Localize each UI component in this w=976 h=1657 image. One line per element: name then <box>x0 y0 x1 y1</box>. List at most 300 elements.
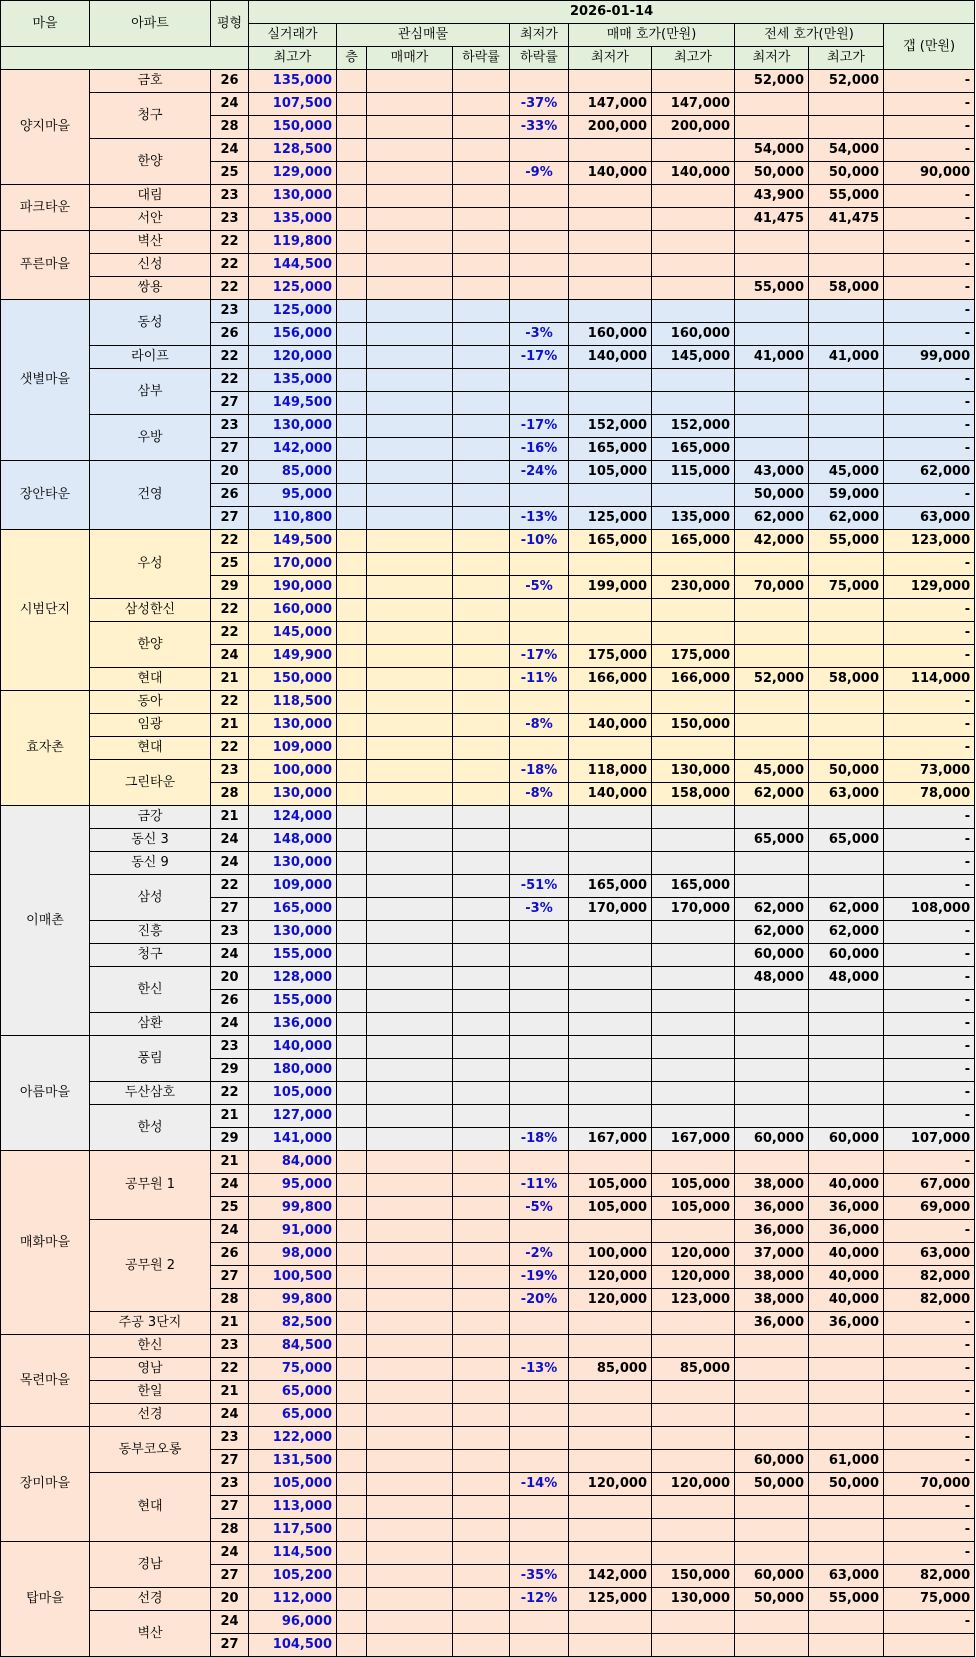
floor-cell <box>337 1358 367 1381</box>
village-name: 푸른마을 <box>1 231 90 300</box>
apartment-name: 한신 <box>90 1335 211 1358</box>
size-cell: 23 <box>211 1335 249 1358</box>
gap-cell: - <box>884 622 975 645</box>
size-cell: 20 <box>211 1588 249 1611</box>
jeonse-high-cell <box>809 1036 884 1059</box>
actual-price-cell: 95,000 <box>249 1174 337 1197</box>
sale-low-cell <box>569 70 652 93</box>
jeonse-high-cell <box>809 714 884 737</box>
interest-drop-cell <box>453 1082 510 1105</box>
size-cell: 21 <box>211 1105 249 1128</box>
interest-price-cell <box>367 829 453 852</box>
size-cell: 23 <box>211 1036 249 1059</box>
actual-price-cell: 160,000 <box>249 599 337 622</box>
table-row <box>1 70 975 93</box>
lowest-drop-cell: -14% <box>510 1473 569 1496</box>
lowest-drop-cell: -13% <box>510 1358 569 1381</box>
floor-cell <box>337 1151 367 1174</box>
table-row <box>1 875 975 898</box>
gap-cell: - <box>884 1082 975 1105</box>
sale-high-cell: 120,000 <box>652 1266 735 1289</box>
sale-low-cell: 165,000 <box>569 875 652 898</box>
floor-cell <box>337 208 367 231</box>
floor-cell <box>337 1335 367 1358</box>
actual-price-cell: 98,000 <box>249 1243 337 1266</box>
actual-price-cell: 141,000 <box>249 1128 337 1151</box>
gap-cell: 129,000 <box>884 576 975 599</box>
jeonse-low-cell: 36,000 <box>735 1312 809 1335</box>
floor-cell <box>337 392 367 415</box>
table-row <box>1 254 975 277</box>
size-cell: 27 <box>211 507 249 530</box>
gap-cell: 63,000 <box>884 1243 975 1266</box>
interest-drop-cell <box>453 1473 510 1496</box>
interest-drop-cell <box>453 254 510 277</box>
size-cell: 22 <box>211 691 249 714</box>
jeonse-low-cell: 52,000 <box>735 668 809 691</box>
apartment-name: 주공 3단지 <box>90 1312 211 1335</box>
actual-price-cell: 122,000 <box>249 1427 337 1450</box>
actual-price-cell: 85,000 <box>249 461 337 484</box>
jeonse-low-cell <box>735 691 809 714</box>
jeonse-high-cell: 61,000 <box>809 1450 884 1473</box>
village-name: 장미마을 <box>1 1427 90 1542</box>
size-cell: 21 <box>211 1151 249 1174</box>
floor-cell <box>337 967 367 990</box>
sale-high-cell <box>652 1611 735 1634</box>
interest-drop-cell <box>453 1358 510 1381</box>
size-cell: 26 <box>211 1243 249 1266</box>
table-row <box>1 1013 975 1036</box>
size-cell: 23 <box>211 760 249 783</box>
size-cell: 27 <box>211 1634 249 1657</box>
jeonse-low-cell: 41,000 <box>735 346 809 369</box>
size-cell: 24 <box>211 1174 249 1197</box>
actual-price-cell: 155,000 <box>249 944 337 967</box>
sale-low-cell: 152,000 <box>569 415 652 438</box>
jeonse-low-cell <box>735 806 809 829</box>
sale-low-cell: 100,000 <box>569 1243 652 1266</box>
sale-high-cell <box>652 829 735 852</box>
sale-high-cell <box>652 1220 735 1243</box>
gap-cell: - <box>884 392 975 415</box>
interest-drop-cell <box>453 990 510 1013</box>
sale-high-cell <box>652 599 735 622</box>
sale-low-cell <box>569 231 652 254</box>
jeonse-low-cell: 70,000 <box>735 576 809 599</box>
apartment-name: 쌍용 <box>90 277 211 300</box>
actual-price-cell: 148,000 <box>249 829 337 852</box>
jeonse-low-cell: 50,000 <box>735 484 809 507</box>
jeonse-high-cell <box>809 1013 884 1036</box>
sale-high-cell <box>652 300 735 323</box>
sale-high-cell <box>652 1427 735 1450</box>
jeonse-high-cell: 65,000 <box>809 829 884 852</box>
interest-price-cell <box>367 1036 453 1059</box>
gap-cell: 78,000 <box>884 783 975 806</box>
interest-price-cell <box>367 346 453 369</box>
interest-drop-cell <box>453 461 510 484</box>
gap-cell: 62,000 <box>884 461 975 484</box>
header-gap: 갭 (만원) <box>884 24 975 70</box>
sale-low-cell <box>569 208 652 231</box>
actual-price-cell: 135,000 <box>249 208 337 231</box>
actual-price-cell: 105,200 <box>249 1565 337 1588</box>
interest-drop-cell <box>453 208 510 231</box>
gap-cell: 82,000 <box>884 1289 975 1312</box>
interest-drop-cell <box>453 139 510 162</box>
sale-high-cell: 105,000 <box>652 1197 735 1220</box>
jeonse-low-cell <box>735 323 809 346</box>
jeonse-low-cell <box>735 1542 809 1565</box>
size-cell: 22 <box>211 231 249 254</box>
apartment-name: 선경 <box>90 1404 211 1427</box>
sale-low-cell: 175,000 <box>569 645 652 668</box>
gap-cell: - <box>884 1542 975 1565</box>
jeonse-high-cell <box>809 645 884 668</box>
jeonse-low-cell: 43,900 <box>735 185 809 208</box>
table-row <box>1 1358 975 1381</box>
actual-price-cell: 84,000 <box>249 1151 337 1174</box>
actual-price-cell: 82,500 <box>249 1312 337 1335</box>
floor-cell <box>337 1105 367 1128</box>
jeonse-high-cell <box>809 1542 884 1565</box>
table-header <box>1 1 975 70</box>
lowest-drop-cell: -13% <box>510 507 569 530</box>
lowest-drop-cell <box>510 254 569 277</box>
jeonse-high-cell <box>809 1427 884 1450</box>
gap-cell: - <box>884 806 975 829</box>
size-cell: 23 <box>211 1427 249 1450</box>
table-row <box>1 208 975 231</box>
gap-cell: 63,000 <box>884 507 975 530</box>
interest-price-cell <box>367 645 453 668</box>
interest-price-cell <box>367 1220 453 1243</box>
table-row <box>1 231 975 254</box>
sale-high-cell <box>652 1013 735 1036</box>
floor-cell <box>337 668 367 691</box>
interest-drop-cell <box>453 1542 510 1565</box>
interest-drop-cell <box>453 1381 510 1404</box>
table-row <box>1 461 975 484</box>
sale-low-cell <box>569 829 652 852</box>
actual-price-cell: 124,000 <box>249 806 337 829</box>
sale-high-cell: 166,000 <box>652 668 735 691</box>
jeonse-high-cell: 41,000 <box>809 346 884 369</box>
gap-cell: - <box>884 875 975 898</box>
lowest-drop-cell <box>510 1450 569 1473</box>
floor-cell <box>337 162 367 185</box>
gap-cell: - <box>884 116 975 139</box>
sale-high-cell: 105,000 <box>652 1174 735 1197</box>
floor-cell <box>337 944 367 967</box>
apartment-name: 청구 <box>90 93 211 139</box>
sale-low-cell: 120,000 <box>569 1289 652 1312</box>
interest-price-cell <box>367 139 453 162</box>
interest-price-cell <box>367 1358 453 1381</box>
gap-cell: - <box>884 1427 975 1450</box>
jeonse-high-cell <box>809 1634 884 1657</box>
sale-low-cell <box>569 254 652 277</box>
gap-cell: - <box>884 1358 975 1381</box>
jeonse-low-cell: 50,000 <box>735 1588 809 1611</box>
apartment-name: 영남 <box>90 1358 211 1381</box>
sale-high-cell <box>652 1634 735 1657</box>
gap-cell: - <box>884 185 975 208</box>
jeonse-low-cell <box>735 300 809 323</box>
size-cell: 27 <box>211 392 249 415</box>
actual-price-cell: 149,900 <box>249 645 337 668</box>
interest-price-cell <box>367 967 453 990</box>
interest-drop-cell <box>453 921 510 944</box>
floor-cell <box>337 116 367 139</box>
interest-drop-cell <box>453 783 510 806</box>
gap-cell: 90,000 <box>884 162 975 185</box>
lowest-drop-cell: -3% <box>510 323 569 346</box>
interest-price-cell <box>367 484 453 507</box>
sale-low-cell: 120,000 <box>569 1473 652 1496</box>
actual-price-cell: 114,500 <box>249 1542 337 1565</box>
lowest-drop-cell: -37% <box>510 93 569 116</box>
apartment-name: 현대 <box>90 668 211 691</box>
sale-high-cell: 150,000 <box>652 1565 735 1588</box>
interest-drop-cell <box>453 967 510 990</box>
apartment-name: 동신 9 <box>90 852 211 875</box>
floor-cell <box>337 990 367 1013</box>
apartment-name: 청구 <box>90 944 211 967</box>
gap-cell: - <box>884 1519 975 1542</box>
apartment-name: 건영 <box>90 461 211 530</box>
floor-cell <box>337 1473 367 1496</box>
size-cell: 29 <box>211 1128 249 1151</box>
jeonse-low-cell: 55,000 <box>735 277 809 300</box>
size-cell: 22 <box>211 277 249 300</box>
actual-price-cell: 150,000 <box>249 668 337 691</box>
gap-cell: - <box>884 1105 975 1128</box>
jeonse-high-cell <box>809 93 884 116</box>
size-cell: 21 <box>211 714 249 737</box>
lowest-drop-cell <box>510 1496 569 1519</box>
interest-drop-cell <box>453 1151 510 1174</box>
jeonse-low-cell <box>735 116 809 139</box>
interest-drop-cell <box>453 1105 510 1128</box>
sale-high-cell <box>652 990 735 1013</box>
jeonse-high-cell <box>809 806 884 829</box>
jeonse-low-cell <box>735 392 809 415</box>
size-cell: 26 <box>211 484 249 507</box>
table-row <box>1 1151 975 1174</box>
sale-low-cell <box>569 737 652 760</box>
sale-high-cell <box>652 1496 735 1519</box>
apartment-name: 경남 <box>90 1542 211 1588</box>
jeonse-low-cell: 60,000 <box>735 1450 809 1473</box>
floor-cell <box>337 185 367 208</box>
gap-cell: 75,000 <box>884 1588 975 1611</box>
gap-cell: - <box>884 599 975 622</box>
lowest-drop-cell <box>510 737 569 760</box>
table-row <box>1 1082 975 1105</box>
floor-cell <box>337 1588 367 1611</box>
sale-high-cell: 165,000 <box>652 530 735 553</box>
sale-low-cell <box>569 1013 652 1036</box>
gap-cell: - <box>884 1013 975 1036</box>
header-sale-ask: 매매 호가(만원) <box>569 24 735 47</box>
apartment-name: 동성 <box>90 300 211 346</box>
gap-cell: - <box>884 1496 975 1519</box>
interest-price-cell <box>367 231 453 254</box>
actual-price-cell: 165,000 <box>249 898 337 921</box>
actual-price-cell: 145,000 <box>249 622 337 645</box>
lowest-drop-cell <box>510 300 569 323</box>
interest-price-cell <box>367 576 453 599</box>
header-date: 2026-01-14 <box>249 1 975 24</box>
table-row <box>1 1427 975 1450</box>
floor-cell <box>337 898 367 921</box>
lowest-drop-cell: -9% <box>510 162 569 185</box>
lowest-drop-cell <box>510 1059 569 1082</box>
jeonse-low-cell <box>735 1059 809 1082</box>
sale-high-cell: 167,000 <box>652 1128 735 1151</box>
size-cell: 27 <box>211 438 249 461</box>
interest-drop-cell <box>453 576 510 599</box>
floor-cell <box>337 461 367 484</box>
interest-drop-cell <box>453 323 510 346</box>
size-cell: 24 <box>211 645 249 668</box>
gap-cell: - <box>884 231 975 254</box>
interest-price-cell <box>367 185 453 208</box>
actual-price-cell: 144,500 <box>249 254 337 277</box>
interest-drop-cell <box>453 1427 510 1450</box>
apartment-name: 공무원 1 <box>90 1151 211 1220</box>
interest-drop-cell <box>453 300 510 323</box>
apartment-name: 한양 <box>90 139 211 185</box>
size-cell: 22 <box>211 599 249 622</box>
size-cell: 24 <box>211 1611 249 1634</box>
sale-low-cell <box>569 1427 652 1450</box>
village-name: 양지마을 <box>1 70 90 185</box>
sale-high-cell <box>652 944 735 967</box>
jeonse-low-cell <box>735 553 809 576</box>
interest-price-cell <box>367 1059 453 1082</box>
sale-high-cell <box>652 254 735 277</box>
actual-price-cell: 156,000 <box>249 323 337 346</box>
jeonse-low-cell: 38,000 <box>735 1266 809 1289</box>
village-name: 매화마을 <box>1 1151 90 1335</box>
jeonse-high-cell: 62,000 <box>809 507 884 530</box>
interest-drop-cell <box>453 806 510 829</box>
floor-cell <box>337 714 367 737</box>
sale-high-cell: 140,000 <box>652 162 735 185</box>
actual-price-cell: 135,000 <box>249 70 337 93</box>
sale-high-cell <box>652 622 735 645</box>
sale-high-cell <box>652 1151 735 1174</box>
jeonse-low-cell <box>735 1427 809 1450</box>
jeonse-low-cell <box>735 1358 809 1381</box>
sale-low-cell <box>569 1381 652 1404</box>
header-sale-low: 최저가 <box>569 47 652 70</box>
sale-high-cell <box>652 1059 735 1082</box>
interest-drop-cell <box>453 1611 510 1634</box>
interest-drop-cell <box>453 484 510 507</box>
interest-price-cell <box>367 438 453 461</box>
gap-cell: - <box>884 277 975 300</box>
sale-low-cell: 85,000 <box>569 1358 652 1381</box>
header-drop-rate: 하락률 <box>453 47 510 70</box>
lowest-drop-cell <box>510 70 569 93</box>
lowest-drop-cell: -16% <box>510 438 569 461</box>
lowest-drop-cell <box>510 1105 569 1128</box>
size-cell: 23 <box>211 921 249 944</box>
actual-price-cell: 105,000 <box>249 1082 337 1105</box>
sale-low-cell: 165,000 <box>569 438 652 461</box>
interest-drop-cell <box>453 668 510 691</box>
size-cell: 24 <box>211 93 249 116</box>
interest-price-cell <box>367 1634 453 1657</box>
jeonse-low-cell <box>735 1404 809 1427</box>
jeonse-low-cell: 38,000 <box>735 1174 809 1197</box>
actual-price-cell: 112,000 <box>249 1588 337 1611</box>
sale-high-cell: 135,000 <box>652 507 735 530</box>
table-row <box>1 1611 975 1634</box>
sale-high-cell <box>652 1542 735 1565</box>
lowest-drop-cell <box>510 277 569 300</box>
interest-price-cell <box>367 1542 453 1565</box>
lowest-drop-cell <box>510 1381 569 1404</box>
sale-high-cell: 130,000 <box>652 1588 735 1611</box>
jeonse-high-cell: 52,000 <box>809 70 884 93</box>
apartment-name: 벽산 <box>90 231 211 254</box>
village-name: 장안타운 <box>1 461 90 530</box>
jeonse-low-cell <box>735 1381 809 1404</box>
lowest-drop-cell: -5% <box>510 1197 569 1220</box>
floor-cell <box>337 484 367 507</box>
interest-drop-cell <box>453 1243 510 1266</box>
size-cell: 28 <box>211 1519 249 1542</box>
sale-high-cell <box>652 1335 735 1358</box>
jeonse-high-cell <box>809 691 884 714</box>
interest-drop-cell <box>453 1036 510 1059</box>
size-cell: 24 <box>211 1013 249 1036</box>
apartment-name: 삼환 <box>90 1013 211 1036</box>
header-lowest-drop-rate: 하락률 <box>510 47 569 70</box>
sale-low-cell <box>569 1059 652 1082</box>
table-row <box>1 691 975 714</box>
lowest-drop-cell <box>510 1404 569 1427</box>
apartment-name: 삼부 <box>90 369 211 415</box>
sale-high-cell <box>652 392 735 415</box>
gap-cell: - <box>884 139 975 162</box>
interest-price-cell <box>367 1312 453 1335</box>
lowest-drop-cell <box>510 185 569 208</box>
lowest-drop-cell <box>510 139 569 162</box>
interest-price-cell <box>367 1335 453 1358</box>
jeonse-low-cell: 42,000 <box>735 530 809 553</box>
sale-low-cell: 200,000 <box>569 116 652 139</box>
jeonse-low-cell <box>735 1335 809 1358</box>
interest-drop-cell <box>453 760 510 783</box>
sale-low-cell <box>569 300 652 323</box>
sale-low-cell <box>569 1404 652 1427</box>
header-village: 마을 <box>1 1 90 47</box>
jeonse-high-cell <box>809 1358 884 1381</box>
sale-high-cell: 115,000 <box>652 461 735 484</box>
size-cell: 21 <box>211 1312 249 1335</box>
actual-price-cell: 149,500 <box>249 530 337 553</box>
lowest-drop-cell <box>510 1151 569 1174</box>
table-row <box>1 1105 975 1128</box>
gap-cell: 67,000 <box>884 1174 975 1197</box>
jeonse-high-cell <box>809 599 884 622</box>
